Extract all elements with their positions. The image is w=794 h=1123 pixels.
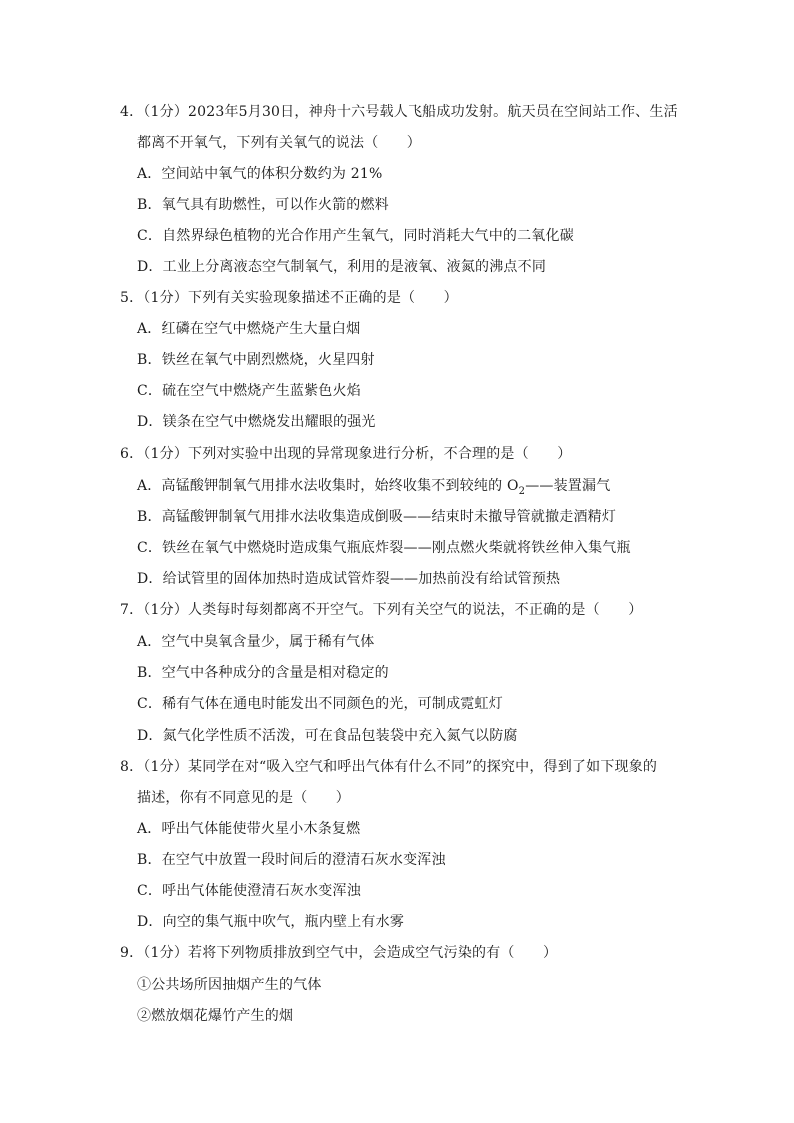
question-6-option-b: B．高锰酸钾制氧气用排水法收集造成倒吸——结束时未撤导管就撤走酒精灯: [137, 509, 617, 525]
question-5-option-c: C．硫在空气中燃烧产生蓝紫色火焰: [137, 383, 361, 399]
question-6-stem: 6．（1分）下列对实验中出现的异常现象进行分析，不合理的是（ ）: [120, 446, 572, 462]
question-9-stem: 9．（1分）若将下列物质排放到空气中，会造成空气污染的有（ ）: [120, 945, 558, 961]
question-6-option-a: [137, 476, 610, 496]
question-4-stem-line-2: 都离不开氧气，下列有关氧气的说法（ ）: [137, 135, 421, 151]
question-9-item-2: ②燃放烟花爆竹产生的烟: [137, 1008, 294, 1024]
question-8-stem-line-1: 8．（1分）某同学在对“吸入空气和呼出气体有什么不同”的探究中，得到了如下现象的: [120, 759, 658, 775]
question-4-option-c: C．自然界绿色植物的光合作用产生氧气，同时消耗大气中的二氧化碳: [137, 228, 574, 244]
question-4-option-a: A．空间站中氧气的体积分数约为 21%: [137, 166, 383, 182]
question-6-option-d: D．给试管里的固体加热时造成试管炸裂——加热前没有给试管预热: [137, 571, 561, 587]
question-7-option-d: D．氮气化学性质不活泼，可在食品包装袋中充入氮气以防腐: [137, 728, 518, 744]
question-8-option-c: C．呼出气体能使澄清石灰水变浑浊: [137, 883, 361, 899]
question-7-stem: 7．（1分）人类每时每刻都离不开空气。下列有关空气的说法，不正确的是（ ）: [120, 602, 643, 618]
question-6-option-a-tail: ——装置漏气: [525, 478, 611, 494]
question-7-option-a: A．空气中臭氧含量少，属于稀有气体: [137, 634, 375, 650]
question-7-option-b: B．空气中各种成分的含量是相对稳定的: [137, 665, 389, 681]
question-4-option-d: D．工业上分离液态空气制氧气，利用的是液氧、液氮的沸点不同: [137, 259, 547, 275]
question-8-stem-line-2: 描述，你有不同意见的是（ ）: [137, 790, 350, 806]
question-5-option-a: A．红磷在空气中燃烧产生大量白烟: [137, 321, 361, 337]
question-4-option-b: B．氧气具有助燃性，可以作火箭的燃料: [137, 197, 389, 213]
question-4-stem-line-1: 4．（1分）2023年5月30日，神舟十六号载人飞船成功发射。航天员在空间站工作、生活: [120, 104, 678, 120]
question-5-option-d: D．镁条在空气中燃烧发出耀眼的强光: [137, 414, 376, 430]
question-5-option-b: B．铁丝在氧气中剧烈燃烧，火星四射: [137, 352, 375, 368]
question-5-stem: 5．（1分）下列有关实验现象描述不正确的是（ ）: [120, 290, 458, 306]
question-7-option-c: C．稀有气体在通电时能发出不同颜色的光，可制成霓虹灯: [137, 696, 503, 712]
question-9-item-1: ①公共场所因抽烟产生的气体: [137, 977, 322, 993]
question-6-option-a-text: A．高锰酸钾制氧气用排水法收集时，始终收集不到较纯的 O: [137, 478, 519, 494]
subscript-2: 2: [518, 485, 526, 497]
question-8-option-b: B．在空气中放置一段时间后的澄清石灰水变浑浊: [137, 852, 446, 868]
question-8-option-a: A．呼出气体能使带火星小木条复燃: [137, 821, 361, 837]
question-6-option-c: C．铁丝在氧气中燃烧时造成集气瓶底炸裂——刚点燃火柴就将铁丝伸入集气瓶: [137, 540, 631, 556]
question-8-option-d: D．向空的集气瓶中吹气，瓶内壁上有水雾: [137, 914, 405, 930]
